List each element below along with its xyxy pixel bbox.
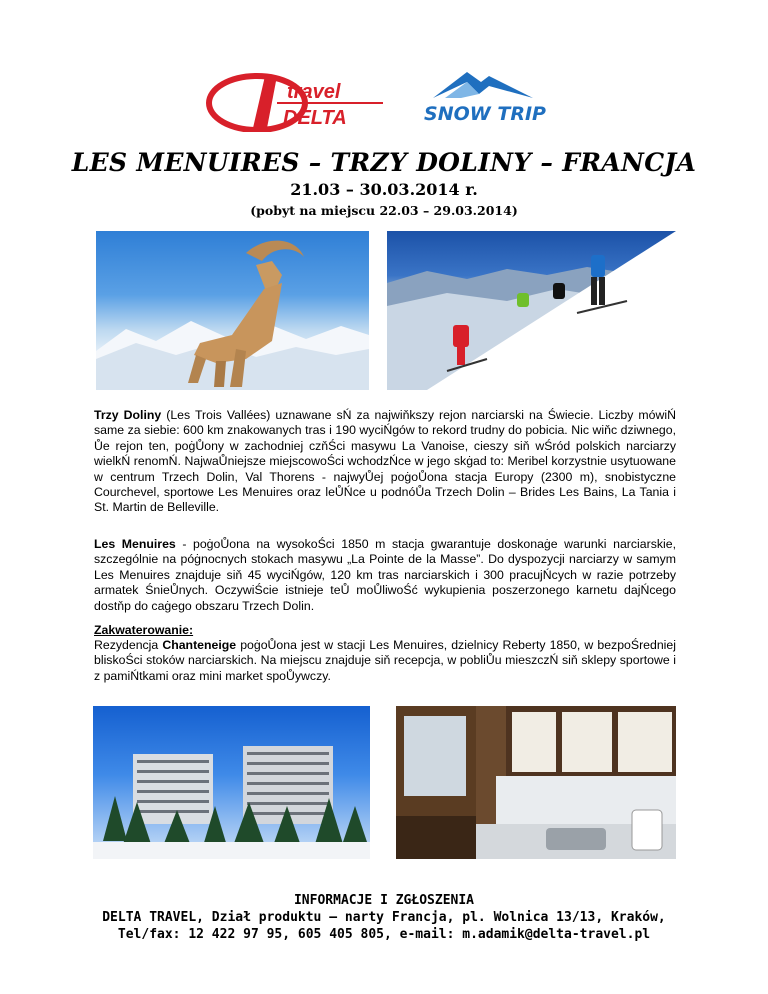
paragraph-accommodation — [94, 638, 676, 684]
snow-trip-logo-text: SNOW TRIP — [424, 103, 546, 125]
p2-text: - poġoŮona na wysokoŚci 1850 m stacja gwarantuje doskonaġe warunki narciarskie, szczególnie na póġnocnych stokach masywu „La Pointe de la Masse”. Do dyspozycji narciarzy w samym Les Menuires znajduje siň 45 wyciŃgów, 120 km tras narciarskich i 300 pracujŃcych w razie potrzeby armatek ŚnieŮnych. OczywiŚcie istnieje teŮ moŮliwoŚć wykupienia poszerzonego karnetu dajŃcego dostňp do caġego obszaru Trzech Dolin. — [94, 537, 676, 613]
delta-logo-word1: travel — [287, 81, 341, 103]
footer-contact: Tel/fax: 12 422 97 95, 605 405 805, e-mail: m.adamik@delta-travel.pl — [117, 927, 651, 942]
stay-dates: (pobyt na miejscu 22.03 – 29.03.2014) — [250, 203, 518, 218]
p1-text: (Les Trois Vallées) uznawane sŃ za najwiňkszy rejon narciarski na Świecie. Liczby mówiŃ same za siebie: 600 km znakowanych tras i 190 wyciŃgów to rekord trudny do pobicia. Nic wiňc dziwnego, Ůe rejon ten, poġŮony w zachodniej czňŚci masywu La Vanoise, cieszy siň wŚród polskich narciarzy wielkŃ renomŃ. NajwaŮniejsze miejscowoŚci wchodzŃce w jego skġad to: Meribel korzystnie usytuowane w centrum Trzech Dolin, Val Thorens - najwyŮej poġoŮona stacja Europy (2300 m), snobistyczne Courchevel, sportowe Les Menuires oraz leŮŃce u podnóŮa Trzech Dolin – Brides Les Bains, La Tania i St. Martin de Belleville. — [94, 408, 676, 515]
delta-logo-word2: DELTA — [283, 107, 347, 129]
p3-lead: Chanteneige — [162, 638, 237, 652]
paragraph-three-valleys — [94, 408, 676, 516]
page-title: LES MENUIRES – TRZY DOLINY – FRANCJA — [71, 148, 697, 177]
p1-lead: Trzy Doliny — [94, 408, 162, 422]
skiers-photo — [387, 231, 676, 390]
p3-text: poġoŮona jest w stacji Les Menuires, dzielnicy Reberty 1850, w bezpoŚredniej bliskoŚci stoków narciarskich. Na miejscu znajduje siň recepcja, w pobliŮu mieszczŃ siň sklepy sportowe i z pamiŃtkami oraz mini market spoŮywczy. — [94, 638, 676, 683]
accommodation-heading: Zakwaterowanie: — [94, 623, 194, 637]
paragraph-les-menuires — [94, 537, 676, 614]
delta-travel-logo — [205, 70, 385, 132]
apartment-buildings-photo — [93, 706, 370, 859]
ibex-sculpture-photo — [96, 231, 369, 390]
p3-prefix: Rezydencja — [94, 638, 163, 652]
trip-dates: 21.03 – 30.03.2014 r. — [290, 180, 478, 199]
footer-heading: INFORMACJE I ZGŁOSZENIA — [293, 893, 474, 908]
snow-trip-logo — [415, 68, 555, 128]
footer-address: DELTA TRAVEL, Dział produktu – narty Francja, pl. Wolnica 13/13, Kraków, — [102, 910, 666, 925]
kitchen-photo — [396, 706, 676, 859]
p2-lead: Les Menuires — [94, 537, 176, 551]
